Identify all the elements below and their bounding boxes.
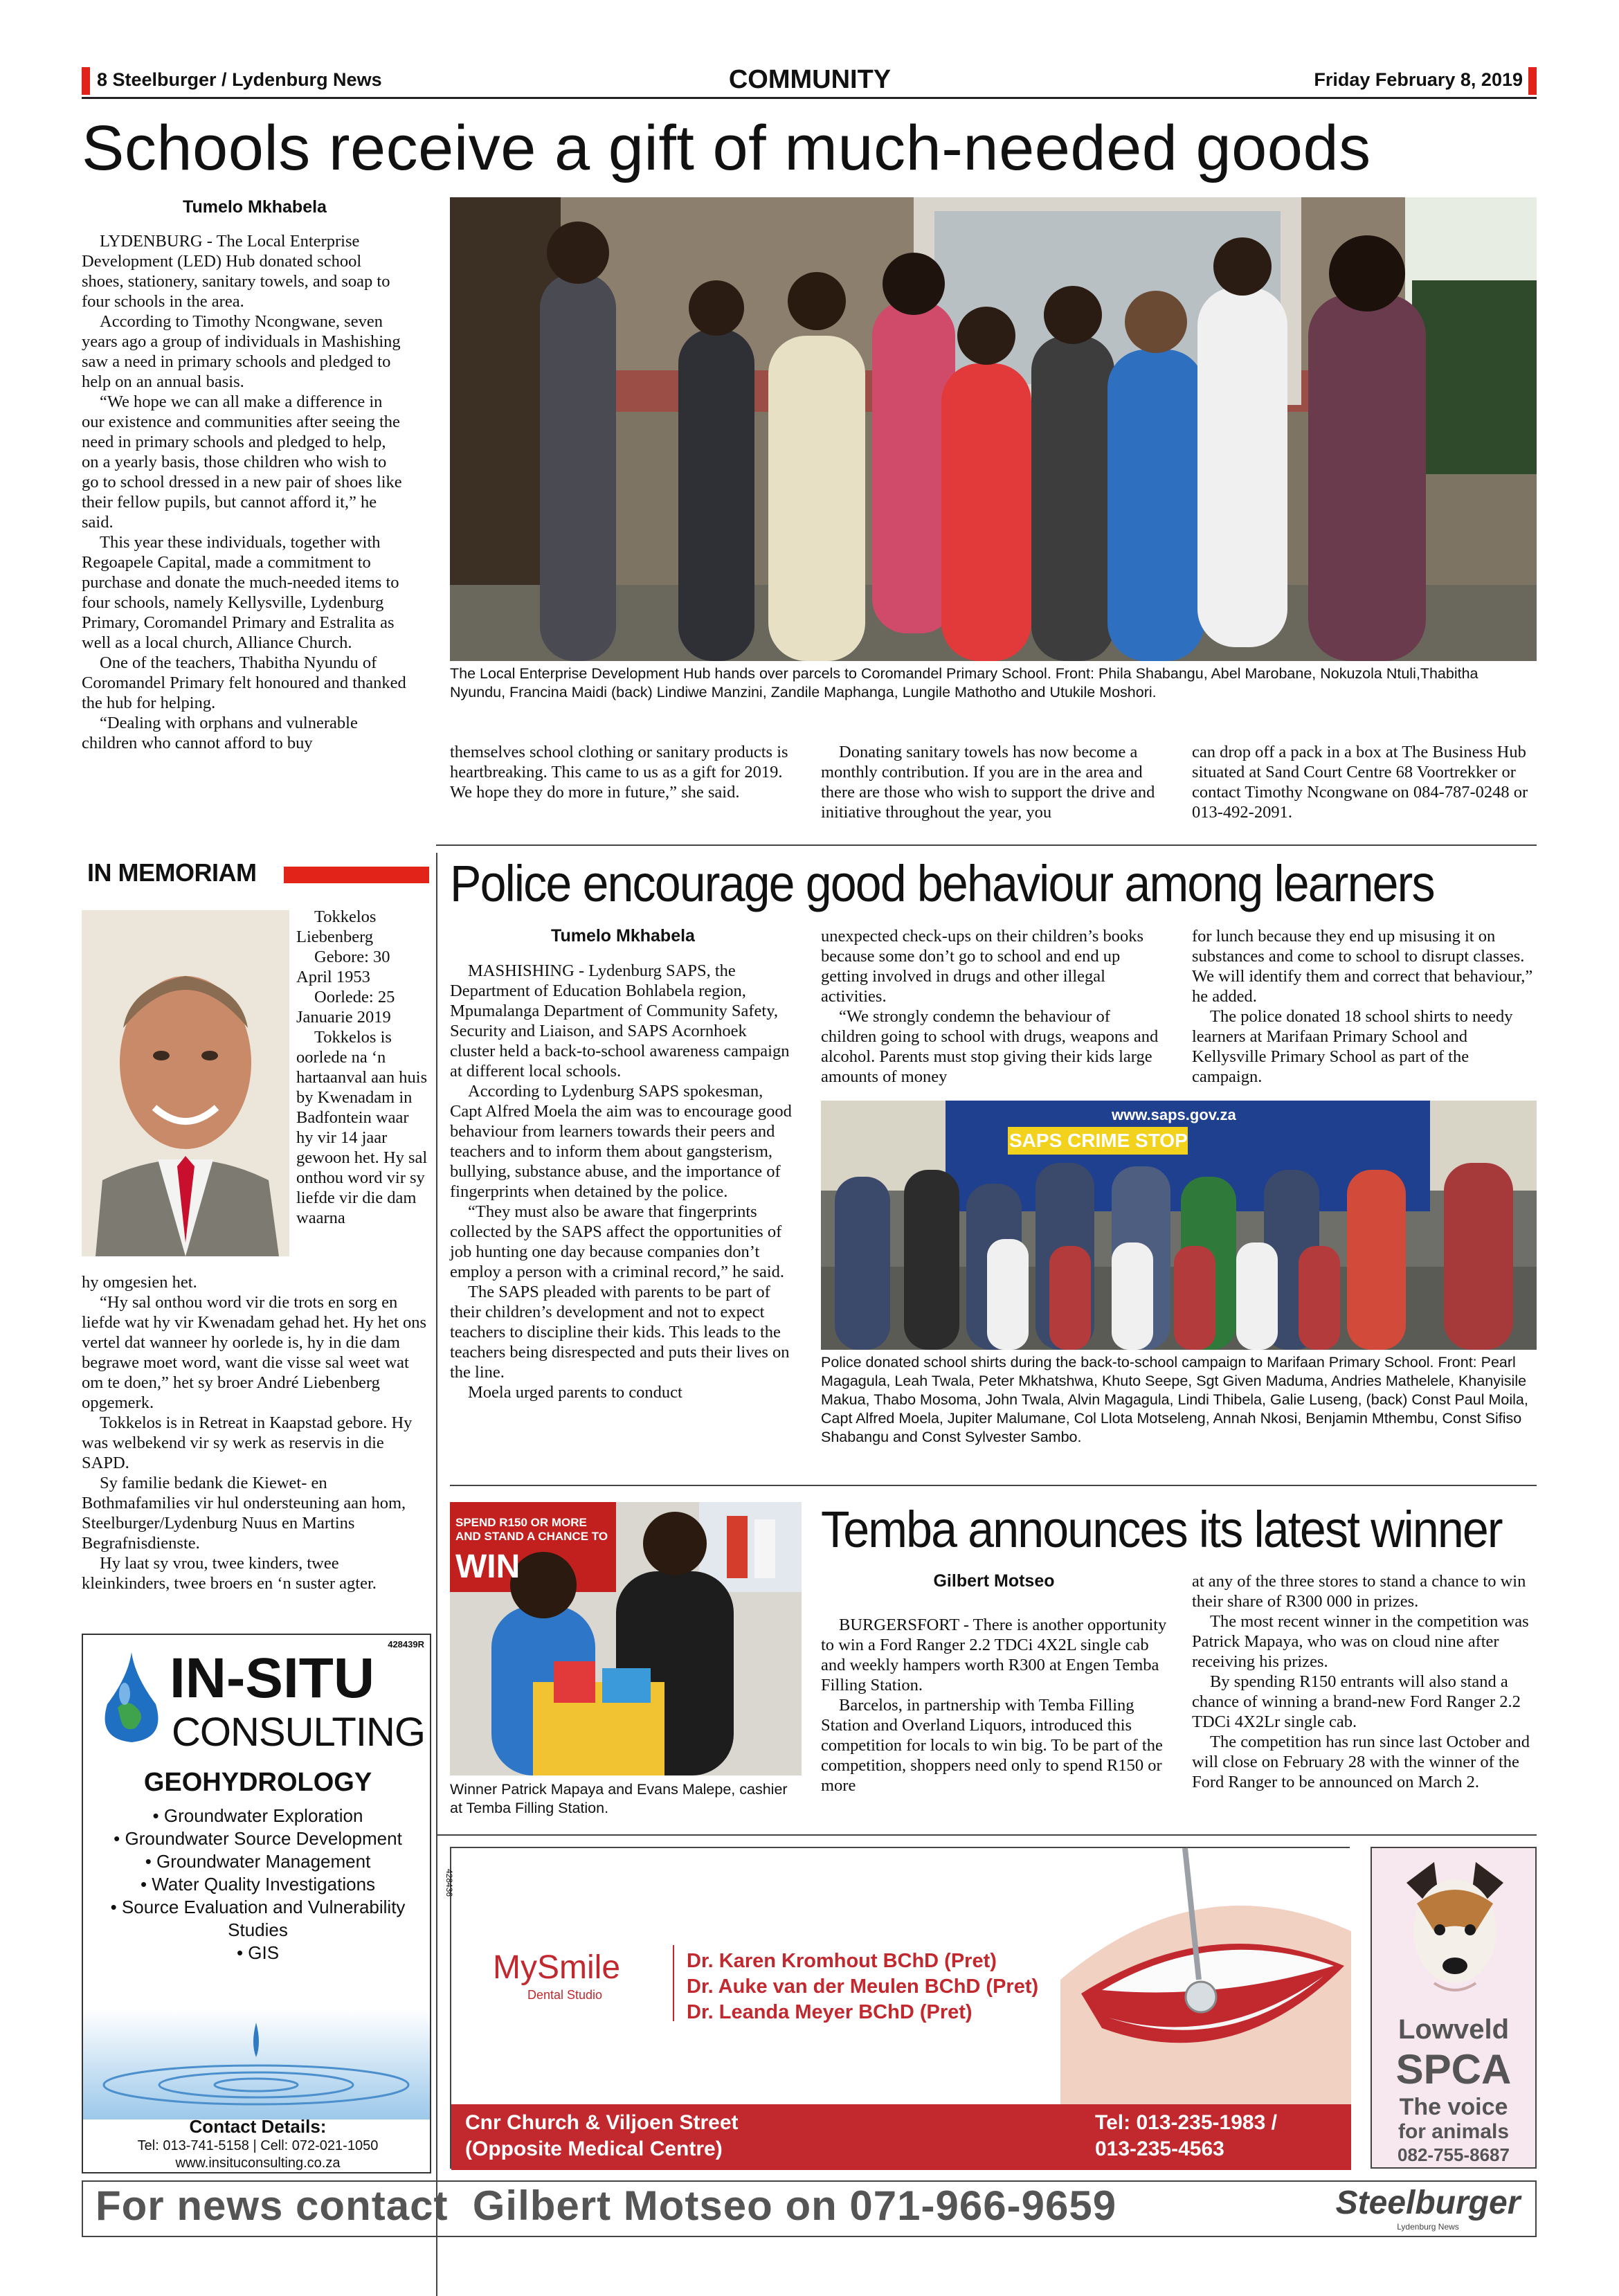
water-drop-globe-icon	[97, 1649, 166, 1746]
doctor-name: Dr. Auke van der Meulen BChD (Pret)	[687, 1976, 1039, 1998]
paragraph: The SAPS pleaded with parents to be part of their children’s development and not to expect teachers to discipline their kids. This leads to the teachers being disrespected and puts their lives on the line.	[450, 1283, 790, 1382]
article1-byline: Tumelo Mkhabela	[183, 197, 327, 217]
memoriam-died: Oorlede: 25 Januarie 2019	[296, 988, 395, 1027]
water-splash-icon	[83, 2009, 430, 2119]
spca-line2: SPCA	[1395, 2046, 1512, 2092]
paragraph: “They must also be aware that fingerprints collected by the SAPS affect the opportunities of job hunting one day because companies don’t employ a person with a criminal record,” he said.	[450, 1202, 785, 1281]
paragraph: LYDENBURG - The Local Enterprise Development (LED) Hub donated school shoes, stationery, sanitary towels, and soap to four schools in the area.	[82, 232, 390, 311]
memoriam-heading-bar	[284, 867, 429, 883]
memoriam-body	[82, 1272, 428, 1593]
mysmile-address-1: Cnr Church & Viljoen Street	[465, 2111, 739, 2134]
paragraph: According to Timothy Ncongwane, seven years ago a group of individuals in Mashishing saw a need in primary schools and pledged to help on an annual basis.	[82, 312, 401, 391]
mysmile-brand: MySmile	[493, 1949, 621, 1986]
service-item: • Water Quality Investigations	[140, 1874, 376, 1895]
insitu-contact-web[interactable]: www.insituconsulting.co.za	[175, 2155, 341, 2171]
dog-icon	[1393, 1855, 1517, 2007]
memoriam-intro: Tokkelos is oorlede na ‘n hartaanval aan huis by Kwenadam in Badfontein waar hy vir 14 jaar gewoon het. Hy sal onthou word vir sy liefde vir die dam waarna	[296, 1028, 428, 1227]
spca-phone: 082-755-8687	[1398, 2144, 1510, 2165]
paragraph: for lunch because they end up misusing it on substances and come to school to disrupt classes. We will identify them and correct that behaviour,” he added.	[1192, 927, 1533, 1006]
article3-photo-caption: Winner Patrick Mapaya and Evans Malepe, cashier at Temba Filling Station.	[450, 1781, 788, 1816]
spca-line4: for animals	[1398, 2120, 1510, 2143]
article2-column-3	[1192, 926, 1537, 1087]
mysmile-doctors	[687, 1949, 1074, 2025]
paragraph: Moela urged parents to conduct	[468, 1383, 682, 1402]
mysmile-divider	[673, 1945, 674, 2021]
memoriam-heading: IN MEMORIAM	[87, 858, 257, 887]
article1-photo	[450, 197, 1537, 661]
article1-column-4: can drop off a pack in a box at The Business Hub situated at Sand Court Centre 68 Voortrekker or contact Timothy Ncongwane on 084-787-0248 or 013-492-2091.	[1192, 743, 1528, 822]
insitu-brand-sub: CONSULTING	[172, 1710, 425, 1755]
memoriam-portrait	[82, 910, 289, 1256]
article2-photo-caption: Police donated school shirts during the back-to-school campaign to Marifaan Primary School. Front: Pearl Magagula, Leah Twala, Peter Mkhatshwa, Khuto Seepe, Sgt Given Maduma, Andries Mathelele, Khanyisile Makua, Thabo Mosoma, John Twala, Alvin Magagula, Lindi Thibela, Galie Luseng, (back) Const Paul Moila, Capt Alfred Moela, Jupiter Malumane, Col Llota Motseleng, Annah Nkosi, Benjamin Mthembu, Const Sifiso Shabangu and Const Sylvester Sambo.	[821, 1354, 1528, 1445]
service-item: • GIS	[236, 1942, 280, 1963]
article1-column-3: Donating sanitary towels has now become a monthly contribution. If you are in the area and there are those who wish to support the drive and initiative throughout the year, you	[821, 743, 1155, 822]
article1-column-1	[82, 231, 407, 753]
header-date: Friday February 8, 2019	[1314, 69, 1523, 90]
insitu-heading: GEOHYDROLOGY	[143, 1768, 372, 1797]
header-right-bar	[1528, 67, 1537, 95]
article3-headline: Temba announces its latest winner	[821, 1501, 1502, 1558]
paragraph: The competition has run since last October and will close on February 28 with the winner of the Ford Ranger to be announced on March 2.	[1192, 1733, 1530, 1791]
paragraph: Hy laat sy vrou, twee kinders, twee kleinkinders, twee broers en ‘n suster agter.	[82, 1554, 377, 1593]
paragraph: According to Lydenburg SAPS spokesman, Capt Alfred Moela the aim was to encourage good behaviour from learners towards their peers and teachers and to inform them about gangsterism, bullying, substance abuse, and the importance of fingerprints when detained by the police.	[450, 1082, 792, 1201]
section-divider	[450, 1485, 1537, 1486]
paragraph: This year these individuals, together with Regoapele Capital, made a commitment to purchase and donate the much-needed items to four schools, namely Kellysville, Lydenburg Primary, Coromandel Primary and Estralita as well as a local church, Alliance Church.	[82, 533, 399, 652]
paragraph: “Hy sal onthou word vir die trots en sorg en liefde wat hy vir Kwenadam gehad het. Hy het ons vertel dat wanneer hy oorlede is, hy in die dam begrawe moet word, want die visse sal weet wat om te doen,” het sy broer André Liebenberg opgemerk.	[82, 1293, 427, 1412]
mysmile-address-2: (Opposite Medical Centre)	[465, 2137, 723, 2160]
paragraph: One of the teachers, Thabitha Nyundu of Coromandel Primary felt honoured and thanked the hub for helping.	[82, 653, 406, 712]
article1-column-2: themselves school clothing or sanitary products is heartbreaking. This came to us as a gift for 2019. We hope they do more in future,” she said.	[450, 743, 788, 802]
paragraph: The most recent winner in the competition was Patrick Mapaya, who was on cloud nine after receiving his prizes.	[1192, 1612, 1529, 1671]
service-item: • Groundwater Source Development	[114, 1828, 402, 1849]
header-rule	[82, 97, 1537, 99]
smile-illustration	[1060, 1848, 1351, 2111]
article1-headline: Schools receive a gift of much-needed goods	[82, 113, 1371, 183]
spca-line1: Lowveld	[1398, 2014, 1510, 2045]
header-left-bar	[82, 67, 90, 95]
memoriam-born: Gebore: 30 April 1953	[296, 948, 390, 986]
paragraph: “We hope we can all make a difference in our existence and communities after seeing the need in primary schools and pledged to help, on a yearly basis, those children who wish to go to school dressed in a new pair of shoes like their fellow pupils, but cannot afford it,” he said.	[82, 392, 402, 532]
paragraph: The police donated 18 school shirts to needy learners at Marifaan Primary School and Kellysville Primary School as part of the campaign.	[1192, 1007, 1513, 1086]
paragraph: MASHISHING - Lydenburg SAPS, the Department of Education Bohlabela region, Mpumalanga Department of Community Safety, Security and Liaison, and SAPS Acornhoek cluster held a back-to-school awareness campaign at different local schools.	[450, 961, 790, 1081]
mysmile-ad[interactable]	[444, 1847, 1350, 2169]
article2-column-2	[821, 926, 1167, 1087]
article2-column-1	[450, 961, 796, 1402]
insitu-brand: IN-SITU	[170, 1647, 375, 1710]
photo-sign-win: WIN	[455, 1548, 521, 1585]
service-item: • Groundwater Management	[145, 1851, 371, 1872]
paragraph: Sy familie bedank die Kiewet- en Bothmafamilies vir hul ondersteuning aan hom, Steelburger/Lydenburg Nuus en Martins Begrafnisdienste.	[82, 1474, 406, 1553]
service-item: • Source Evaluation and Vulnerability Studies	[110, 1897, 406, 1940]
group-photo-illustration	[450, 197, 1537, 661]
spca-line3: The voice	[1399, 2094, 1508, 2120]
article1-photo-caption: The Local Enterprise Development Hub hands over parcels to Coromandel Primary School. Front: Phila Shabangu, Abel Marobane, Nokuzola Ntuli,Thabitha Nyundu, Francina Maidi (back) Lindiwe Manzini, Zandile Maphanga, Lungile Mathotho and Utukile Moshori.	[450, 665, 1478, 700]
portrait-illustration	[82, 910, 289, 1256]
header-section: COMMUNITY	[728, 65, 892, 94]
paragraph: “Dealing with orphans and vulnerable children who cannot afford to buy	[82, 714, 358, 752]
article3-photo	[450, 1502, 802, 1775]
photo-sign-text: SPEND R150 OR MORE AND STAND A CHANCE TO	[455, 1516, 608, 1543]
article2-byline: Tumelo Mkhabela	[551, 926, 695, 946]
mysmile-tagline: Dental Studio	[527, 1988, 603, 2002]
paragraph: By spending R150 entrants will also stand a chance of winning a brand-new Ford Ranger 2.2 TDCi 4X2Lr single cab.	[1192, 1672, 1521, 1731]
paragraph: BURGERSFORT - There is another opportunity to win a Ford Ranger 2.2 TDCi 4X2L single cab and weekly hampers worth R300 at Engen Temba Filling Station.	[821, 1616, 1167, 1694]
banner-url: www.saps.gov.za	[1112, 1106, 1236, 1123]
article2-headline: Police encourage good behaviour among learners	[450, 855, 1434, 912]
mysmile-tel-1: Tel: 013-235-1983 /	[1095, 2111, 1277, 2134]
mysmile-ad-ref: 428436	[444, 1869, 454, 1897]
insitu-services	[104, 1805, 412, 1964]
insitu-ad[interactable]	[82, 1634, 431, 2173]
paragraph: “We strongly condemn the behaviour of children going to school with drugs, weapons and alcohol. Parents must stop giving their kids large amounts of money	[821, 1007, 1159, 1086]
paragraph: Tokkelos is in Retreat in Kaapstad gebore. Hy was welbekend vir sy werk as reservis in die SAPD.	[82, 1413, 413, 1472]
doctor-name: Dr. Karen Kromhout BChD (Pret)	[687, 1950, 997, 1972]
spca-ad[interactable]	[1371, 1847, 1537, 2169]
service-item: • Groundwater Exploration	[152, 1805, 363, 1826]
article2-photo	[821, 1101, 1537, 1350]
memoriam-name: Tokkelos Liebenberg	[296, 907, 377, 946]
paragraph: Barcelos, in partnership with Temba Filling Station and Overland Liquors, introduced this competition for locals to win big. To be part of the competition, shoppers need only to spend R150 or more	[821, 1696, 1163, 1795]
memoriam-column-rule	[436, 853, 437, 2296]
insitu-ad-ref: 428439R	[388, 1639, 424, 1649]
header-page-title: 8 Steelburger / Lydenburg News	[97, 69, 382, 90]
section-divider	[436, 1834, 1537, 1836]
banner-text: SAPS CRIME STOP	[1009, 1130, 1188, 1151]
article3-column-2	[1192, 1571, 1537, 1792]
insitu-contact-phone: Tel: 013-741-5158 | Cell: 072-021-1050	[137, 2138, 379, 2153]
section-divider	[436, 844, 1537, 846]
doctor-name: Dr. Leanda Meyer BChD (Pret)	[687, 2001, 973, 2023]
paragraph: unexpected check-ups on their children’s books because some don’t go to school and end up getting involved in drugs and other illegal activities.	[821, 927, 1144, 1006]
mysmile-tel-2: 013-235-4563	[1095, 2137, 1224, 2160]
paragraph: hy omgesien het.	[82, 1273, 197, 1292]
article3-byline: Gilbert Motseo	[933, 1571, 1055, 1591]
article3-column-1	[821, 1615, 1167, 1796]
footer-logo: Steelburger	[1335, 2185, 1521, 2221]
footer-logo-sub: Lydenburg News	[1397, 2222, 1459, 2232]
paragraph: at any of the three stores to stand a chance to win their share of R300 000 in prizes.	[1192, 1572, 1526, 1611]
memoriam-side-text	[296, 907, 428, 1228]
insitu-contact-heading: Contact Details:	[189, 2116, 327, 2137]
footer-contact: For news contact Gilbert Motseo on 071-966-9659	[96, 2182, 1117, 2229]
